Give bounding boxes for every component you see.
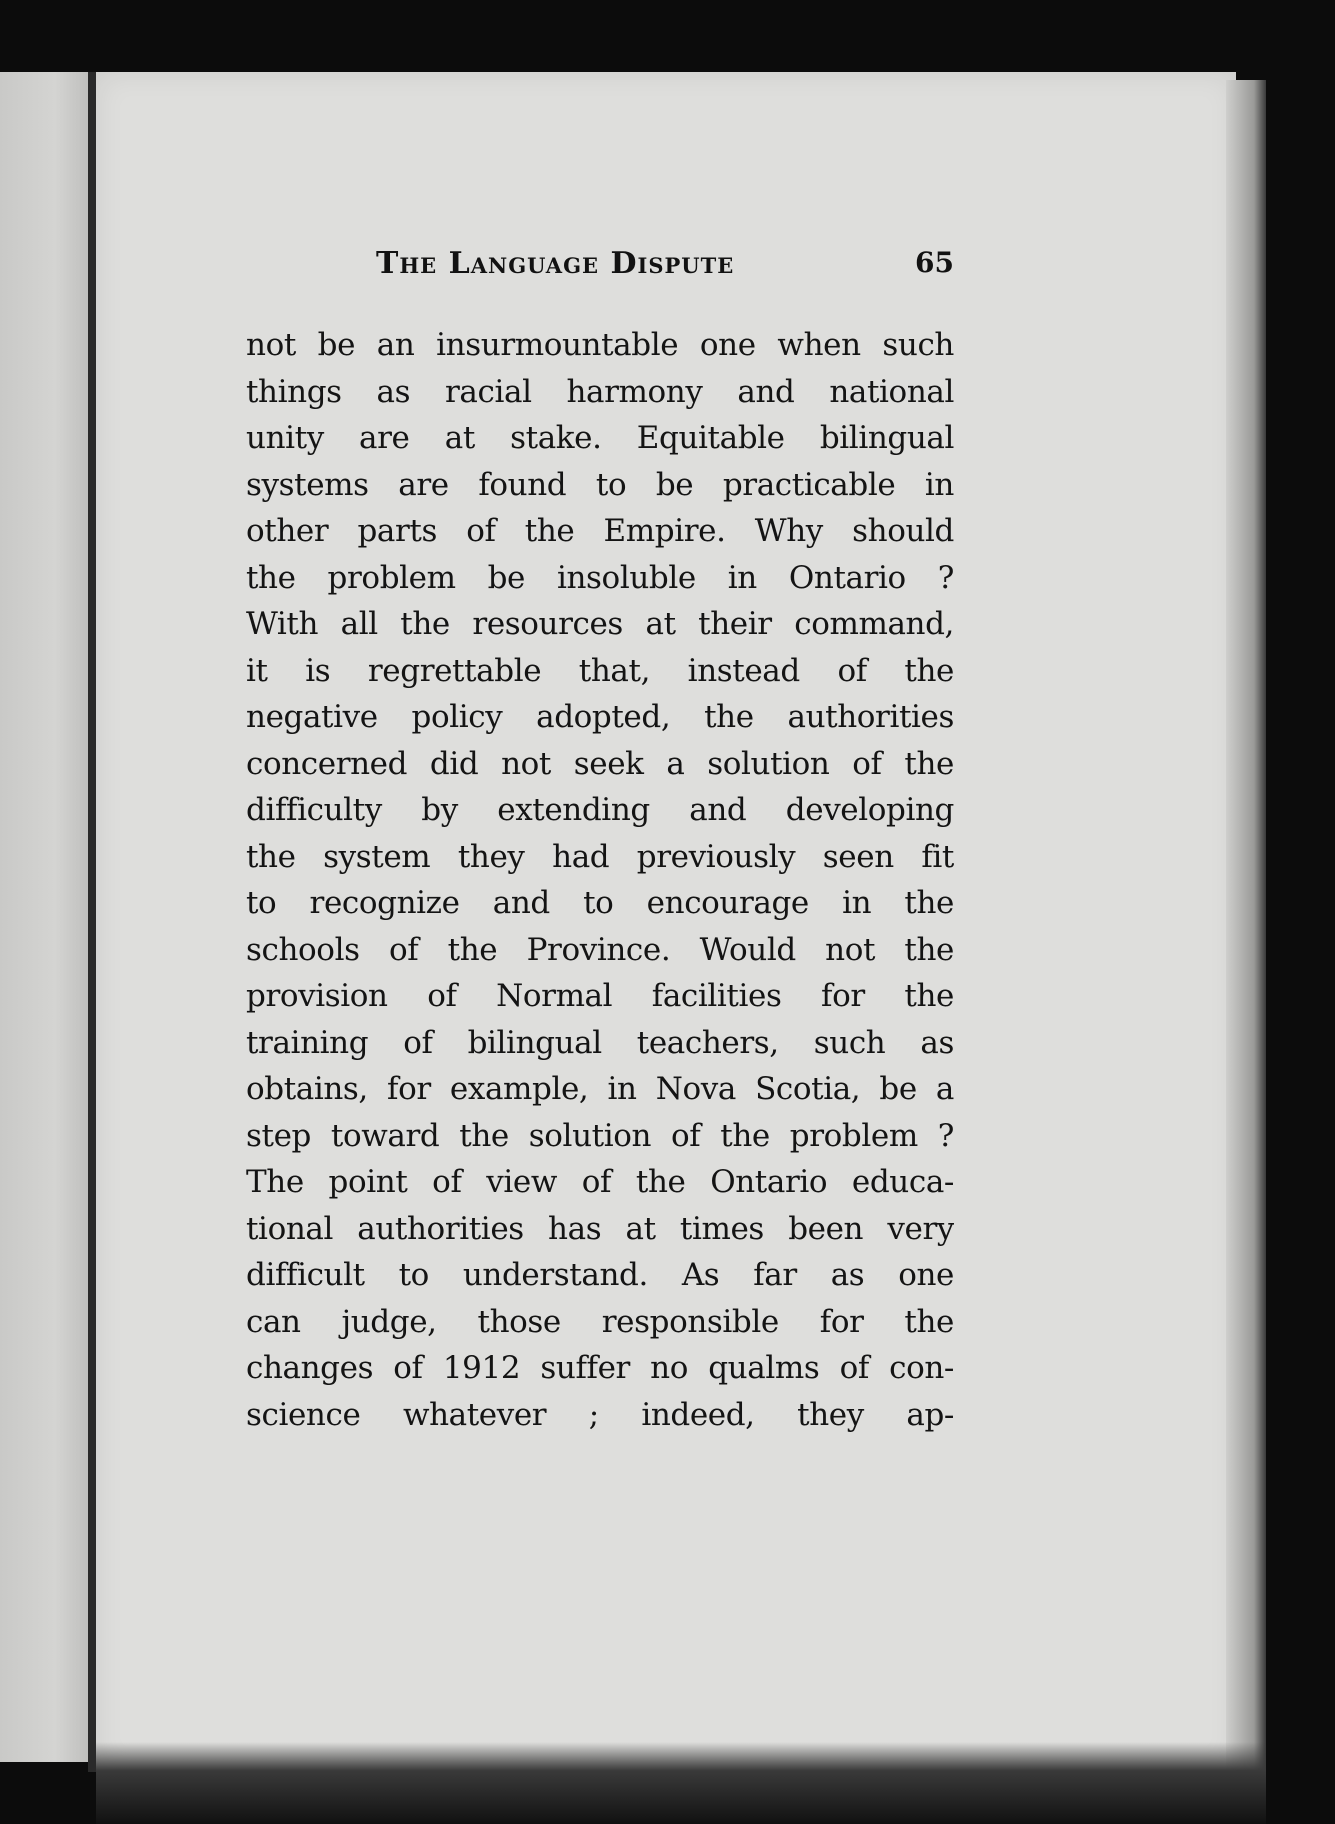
text-line: concerned did not seek a solution of the	[246, 745, 954, 782]
text-line: can judge, those responsible for the	[246, 1303, 954, 1340]
text-line: systems are found to be practicable in	[246, 466, 954, 503]
text-line: schools of the Province. Would not the	[246, 931, 954, 968]
text-line: The point of view of the Ontario educa-	[246, 1164, 954, 1200]
text-line: negative policy adopted, the authorities	[246, 699, 954, 735]
text-line: other parts of the Empire. Why should	[246, 513, 954, 549]
bottom-binding-shadow	[96, 1742, 1266, 1824]
page-edge	[1226, 80, 1266, 1770]
page-number: 65	[915, 246, 954, 279]
previous-page-margin	[0, 72, 92, 1762]
text-line: obtains, for example, in Nova Scotia, be a	[246, 1071, 954, 1107]
text-line: difficulty by extending and developing	[246, 792, 954, 828]
text-line: With all the resources at their command,	[246, 606, 954, 642]
text-line: the problem be insoluble in Ontario ?	[246, 559, 954, 596]
text-line: changes of 1912 suffer no qualms of con-	[246, 1350, 954, 1386]
text-line: to recognize and to encourage in the	[246, 885, 954, 921]
running-head-title: The Language Dispute	[376, 246, 735, 281]
text-line: training of bilingual teachers, such as	[246, 1024, 954, 1061]
text-line: things as racial harmony and national	[246, 373, 954, 410]
text-line: provision of Normal facilities for the	[246, 978, 954, 1014]
running-head	[248, 246, 954, 296]
text-line: unity are at stake. Equitable bilingual	[246, 420, 954, 456]
text-line: step toward the solution of the problem ?	[246, 1117, 954, 1154]
text-line: the system they had previously seen fit	[246, 838, 954, 875]
text-line: science whatever ; indeed, they ap-	[246, 1396, 954, 1433]
text-line: difficult to understand. As far as one	[246, 1257, 954, 1293]
text-line: it is regrettable that, instead of the	[246, 652, 954, 689]
text-line: not be an insurmountable one when such	[246, 327, 954, 363]
body-text	[246, 322, 954, 1438]
text-line: tional authorities has at times been very	[246, 1210, 954, 1247]
